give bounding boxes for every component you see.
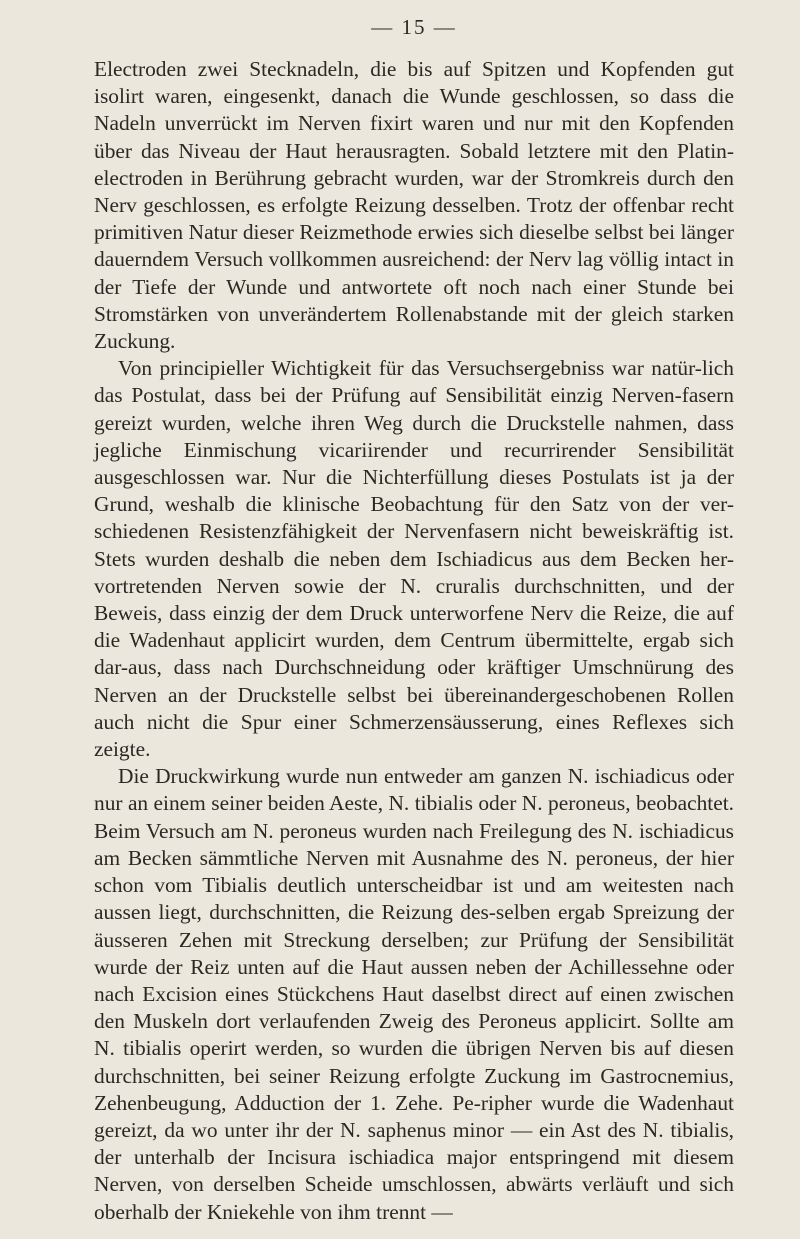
paragraph-electrodes: Electroden zwei Stecknadeln, die bis auf Spitzen und Kopfenden gut isolirt waren, eingesenkt, danach die Wunde geschlossen, so dass die Nadeln unverrückt im Nerven fixirt waren und nur mit den Kopfenden über das Niveau der Haut herausragten. Sobald letztere mit den Platin-electroden in Berührung gebracht wurden, war der Stromkreis durch den Nerv geschlossen, es erfolgte Reizung desselben. Trotz der offenbar recht primitiven Natur dieser Reizmethode erwies sich dieselbe selbst bei länger dauerndem Versuch vollkommen ausreichend: der Nerv lag völlig intact in der Tiefe der Wunde und antwortete oft noch nach einer Stunde bei Stromstärken von unverändertem Rollenabstande mit der gleich starken Zuckung. (94, 57, 734, 354)
body-text (94, 56, 734, 1226)
paragraph-pressure-effect: Die Druckwirkung wurde nun entweder am ganzen N. ischiadicus oder nur an einem seiner beiden Aeste, N. tibialis oder N. peroneus, beobachtet. Beim Versuch am N. peroneus wurden nach Freilegung des N. ischiadicus am Becken sämmtliche Nerven mit Ausnahme des N. peroneus, der hier schon vom Tibialis deutlich unterscheidbar ist und am weitesten nach aussen liegt, durchschnitten, die Reizung des-selben ergab Spreizung der äusseren Zehen mit Streckung derselben; zur Prüfung der Sensibilität wurde der Reiz unten auf die Haut aussen neben der Achillessehne oder nach Excision eines Stückchens Haut daselbst direct auf einen zwischen den Muskeln dort verlaufenden Zweig des Peroneus applicirt. Sollte am N. tibialis operirt werden, so wurden die übrigen Nerven bis auf diesen durchschnitten, bei seiner Reizung erfolgte Zuckung im Gastrocnemius, Zehenbeugung, Adduction der 1. Zehe. Pe-ripher wurde die Wadenhaut gereizt, da wo unter ihr der N. saphenus minor — ein Ast des N. tibialis, der unterhalb der Incisura ischiadica major entspringend mit diesem Nerven, von derselben Scheide umschlossen, abwärts verläuft und sich oberhalb der Kniekehle von ihm trennt — (94, 764, 734, 1224)
page-number: — 15 — (371, 15, 457, 39)
paragraph-postulate: Von principieller Wichtigkeit für das Versuchsergebniss war natür-lich das Postulat, dass bei der Prüfung auf Sensibilität einzig Nerven-fasern gereizt wurden, welche ihren Weg durch die Druckstelle nahmen, dass jegliche Einmischung vicariirender und recurrirender Sensibilität ausgeschlossen war. Nur die Nichterfüllung dieses Postulats ist ja der Grund, weshalb die klinische Beobachtung für den Satz von der ver-schiedenen Resistenzfähigkeit der Nervenfasern nicht beweiskräftig ist. Stets wurden deshalb die neben dem Ischiadicus aus dem Becken her-vortretenden Nerven sowie der N. cruralis durchschnitten, und der Beweis, dass einzig der dem Druck unterworfene Nerv die Reize, die auf die Wadenhaut applicirt wurden, dem Centrum übermittelte, ergab sich dar-aus, dass nach Durchschneidung oder kräftiger Umschnürung des Nerven an der Druckstelle selbst bei übereinandergeschobenen Rollen auch nicht die Spur einer Schmerzensäusserung, eines Reflexes sich zeigte. (94, 356, 734, 762)
